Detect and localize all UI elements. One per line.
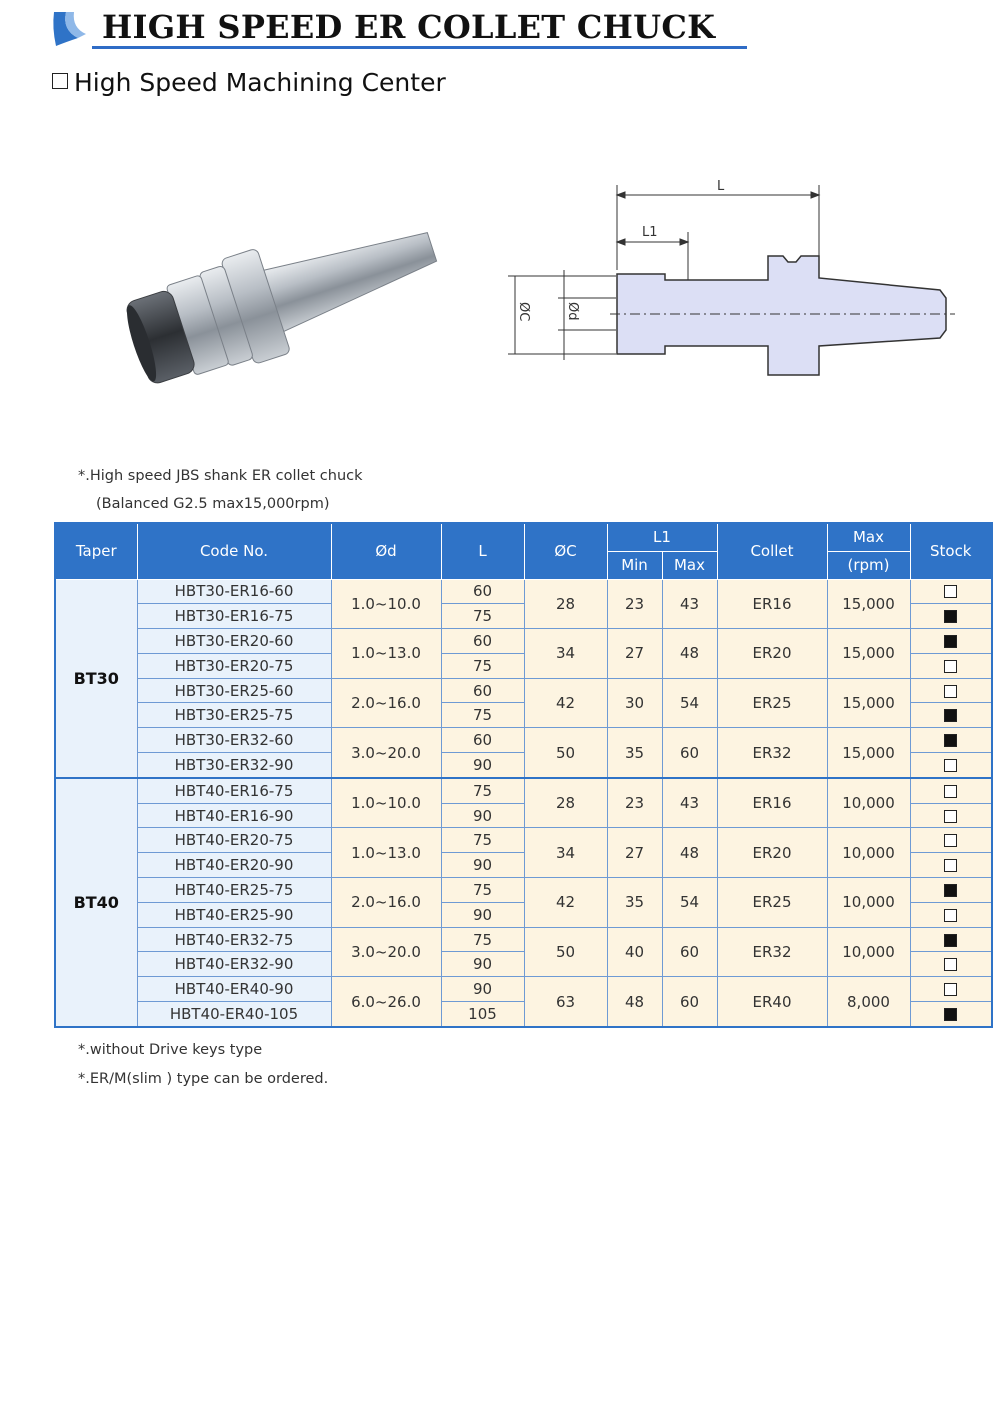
C-cell: 34: [524, 629, 607, 679]
C-cell: 50: [524, 728, 607, 778]
L-cell: 90: [441, 853, 524, 878]
product-photo: [118, 180, 448, 400]
d-cell: 1.0~13.0: [331, 828, 441, 878]
code-cell: HBT40-ER25-75: [137, 878, 331, 903]
brand-swoosh-icon: [52, 8, 90, 46]
rpm-cell: 10,000: [827, 927, 910, 977]
stock-cell: [910, 927, 992, 952]
table-row: [55, 828, 992, 853]
d-cell: 1.0~10.0: [331, 579, 441, 629]
d-cell: 1.0~13.0: [331, 629, 441, 679]
header-stock: Stock: [910, 523, 992, 579]
code-cell: HBT30-ER32-90: [137, 753, 331, 778]
table-row: [55, 678, 992, 703]
spec-table-body: [55, 579, 992, 1027]
stock-empty-icon: [944, 983, 957, 996]
stock-empty-icon: [944, 585, 957, 598]
note-line: *.ER/M(slim ) type can be ordered.: [78, 1071, 329, 1087]
stock-cell: [910, 653, 992, 678]
table-row: [55, 927, 992, 952]
rpm-cell: 15,000: [827, 629, 910, 679]
stock-empty-icon: [944, 785, 957, 798]
L-cell: 60: [441, 728, 524, 753]
L-cell: 90: [441, 902, 524, 927]
C-cell: 50: [524, 927, 607, 977]
L-cell: 60: [441, 678, 524, 703]
table-row: [55, 728, 992, 753]
collet-cell: ER16: [717, 579, 827, 629]
stock-empty-icon: [944, 685, 957, 698]
code-cell: HBT40-ER25-90: [137, 902, 331, 927]
page-header: [52, 6, 747, 48]
stock-empty-icon: [944, 859, 957, 872]
bottom-notes: [78, 1036, 328, 1094]
L-cell: 90: [441, 977, 524, 1002]
header-collet: Collet: [717, 523, 827, 579]
d-cell: 3.0~20.0: [331, 927, 441, 977]
L1-min-cell: 40: [607, 927, 662, 977]
stock-filled-icon: [944, 734, 957, 747]
title-underline: [92, 46, 747, 49]
stock-cell: [910, 828, 992, 853]
page-title: HIGH SPEED ER COLLET CHUCK: [102, 8, 716, 46]
L1-max-cell: 60: [662, 977, 717, 1027]
stock-filled-icon: [944, 635, 957, 648]
taper-cell: BT40: [55, 778, 137, 1027]
d-cell: 3.0~20.0: [331, 728, 441, 778]
note-line: *.without Drive keys type: [78, 1042, 263, 1058]
code-cell: HBT30-ER25-75: [137, 703, 331, 728]
header-taper: Taper: [55, 523, 137, 579]
stock-empty-icon: [944, 810, 957, 823]
dim-C-label: ØC: [516, 302, 531, 322]
rpm-cell: 10,000: [827, 878, 910, 928]
L-cell: 90: [441, 753, 524, 778]
d-cell: 2.0~16.0: [331, 878, 441, 928]
stock-empty-icon: [944, 834, 957, 847]
dim-d-label: Ød: [565, 302, 580, 321]
table-row: [55, 977, 992, 1002]
top-notes: [78, 462, 363, 518]
stock-cell: [910, 878, 992, 903]
stock-filled-icon: [944, 934, 957, 947]
code-cell: HBT30-ER25-60: [137, 678, 331, 703]
dim-L1-label: L1: [642, 225, 658, 240]
subtitle-text: High Speed Machining Center: [74, 68, 446, 97]
note-line: (Balanced G2.5 max15,000rpm): [96, 496, 330, 512]
stock-cell: [910, 753, 992, 778]
stock-cell: [910, 678, 992, 703]
code-cell: HBT40-ER40-105: [137, 1002, 331, 1027]
L1-max-cell: 43: [662, 579, 717, 629]
L1-min-cell: 27: [607, 828, 662, 878]
table-row: [55, 778, 992, 803]
L1-min-cell: 35: [607, 878, 662, 928]
collet-cell: ER25: [717, 878, 827, 928]
collet-cell: ER16: [717, 778, 827, 828]
rpm-cell: 10,000: [827, 778, 910, 828]
header-C: ØC: [524, 523, 607, 579]
table-row: [55, 878, 992, 903]
spec-table: [54, 522, 993, 1028]
code-cell: HBT40-ER32-90: [137, 952, 331, 977]
note-line: *.High speed JBS shank ER collet chuck: [78, 468, 363, 484]
code-cell: HBT30-ER16-75: [137, 604, 331, 629]
table-row: [55, 629, 992, 654]
L-cell: 105: [441, 1002, 524, 1027]
L1-min-cell: 23: [607, 778, 662, 828]
code-cell: HBT40-ER20-75: [137, 828, 331, 853]
collet-cell: ER20: [717, 828, 827, 878]
L1-min-cell: 30: [607, 678, 662, 728]
technical-drawing: [500, 170, 960, 385]
L-cell: 75: [441, 778, 524, 803]
header-max-bottom: (rpm): [827, 551, 910, 579]
table-row: [55, 579, 992, 604]
L1-min-cell: 27: [607, 629, 662, 679]
L-cell: 75: [441, 828, 524, 853]
C-cell: 28: [524, 579, 607, 629]
dim-L-label: L: [717, 179, 725, 194]
collet-cell: ER20: [717, 629, 827, 679]
code-cell: HBT40-ER32-75: [137, 927, 331, 952]
stock-cell: [910, 977, 992, 1002]
L1-max-cell: 54: [662, 678, 717, 728]
stock-cell: [910, 579, 992, 604]
rpm-cell: 15,000: [827, 678, 910, 728]
header-code: Code No.: [137, 523, 331, 579]
rpm-cell: 15,000: [827, 579, 910, 629]
collet-cell: ER25: [717, 678, 827, 728]
stock-filled-icon: [944, 884, 957, 897]
L-cell: 90: [441, 952, 524, 977]
L-cell: 75: [441, 703, 524, 728]
header-L1: L1: [607, 523, 717, 551]
taper-cell: BT30: [55, 579, 137, 778]
code-cell: HBT30-ER32-60: [137, 728, 331, 753]
stock-cell: [910, 1002, 992, 1027]
stock-empty-icon: [944, 759, 957, 772]
stock-cell: [910, 853, 992, 878]
L-cell: 90: [441, 803, 524, 828]
L-cell: 75: [441, 878, 524, 903]
section-subtitle: [52, 68, 446, 97]
C-cell: 34: [524, 828, 607, 878]
stock-empty-icon: [944, 909, 957, 922]
L1-max-cell: 60: [662, 927, 717, 977]
L-cell: 75: [441, 653, 524, 678]
header-max-top: Max: [827, 523, 910, 551]
d-cell: 2.0~16.0: [331, 678, 441, 728]
stock-empty-icon: [944, 958, 957, 971]
L1-max-cell: 48: [662, 828, 717, 878]
stock-filled-icon: [944, 709, 957, 722]
rpm-cell: 10,000: [827, 828, 910, 878]
stock-cell: [910, 604, 992, 629]
L1-max-cell: 60: [662, 728, 717, 778]
header-L1-min: Min: [607, 551, 662, 579]
stock-cell: [910, 629, 992, 654]
stock-cell: [910, 728, 992, 753]
collet-cell: ER32: [717, 927, 827, 977]
code-cell: HBT30-ER20-60: [137, 629, 331, 654]
stock-empty-icon: [944, 660, 957, 673]
L-cell: 75: [441, 604, 524, 629]
C-cell: 42: [524, 678, 607, 728]
header-L1-max: Max: [662, 551, 717, 579]
stock-cell: [910, 902, 992, 927]
d-cell: 1.0~10.0: [331, 778, 441, 828]
L-cell: 60: [441, 629, 524, 654]
L1-max-cell: 43: [662, 778, 717, 828]
collet-cell: ER32: [717, 728, 827, 778]
L1-max-cell: 48: [662, 629, 717, 679]
stock-filled-icon: [944, 1008, 957, 1021]
code-cell: HBT40-ER40-90: [137, 977, 331, 1002]
code-cell: HBT40-ER16-75: [137, 778, 331, 803]
d-cell: 6.0~26.0: [331, 977, 441, 1027]
header-d: Ød: [331, 523, 441, 579]
stock-filled-icon: [944, 610, 957, 623]
L1-min-cell: 35: [607, 728, 662, 778]
rpm-cell: 8,000: [827, 977, 910, 1027]
L-cell: 75: [441, 927, 524, 952]
C-cell: 63: [524, 977, 607, 1027]
code-cell: HBT40-ER16-90: [137, 803, 331, 828]
C-cell: 42: [524, 878, 607, 928]
L1-min-cell: 48: [607, 977, 662, 1027]
checkbox-bullet-icon: [52, 73, 68, 89]
header-L: L: [441, 523, 524, 579]
code-cell: HBT30-ER16-60: [137, 579, 331, 604]
stock-cell: [910, 803, 992, 828]
L1-max-cell: 54: [662, 878, 717, 928]
C-cell: 28: [524, 778, 607, 828]
code-cell: HBT40-ER20-90: [137, 853, 331, 878]
collet-cell: ER40: [717, 977, 827, 1027]
rpm-cell: 15,000: [827, 728, 910, 778]
code-cell: HBT30-ER20-75: [137, 653, 331, 678]
stock-cell: [910, 952, 992, 977]
stock-cell: [910, 703, 992, 728]
L1-min-cell: 23: [607, 579, 662, 629]
L-cell: 60: [441, 579, 524, 604]
stock-cell: [910, 778, 992, 803]
